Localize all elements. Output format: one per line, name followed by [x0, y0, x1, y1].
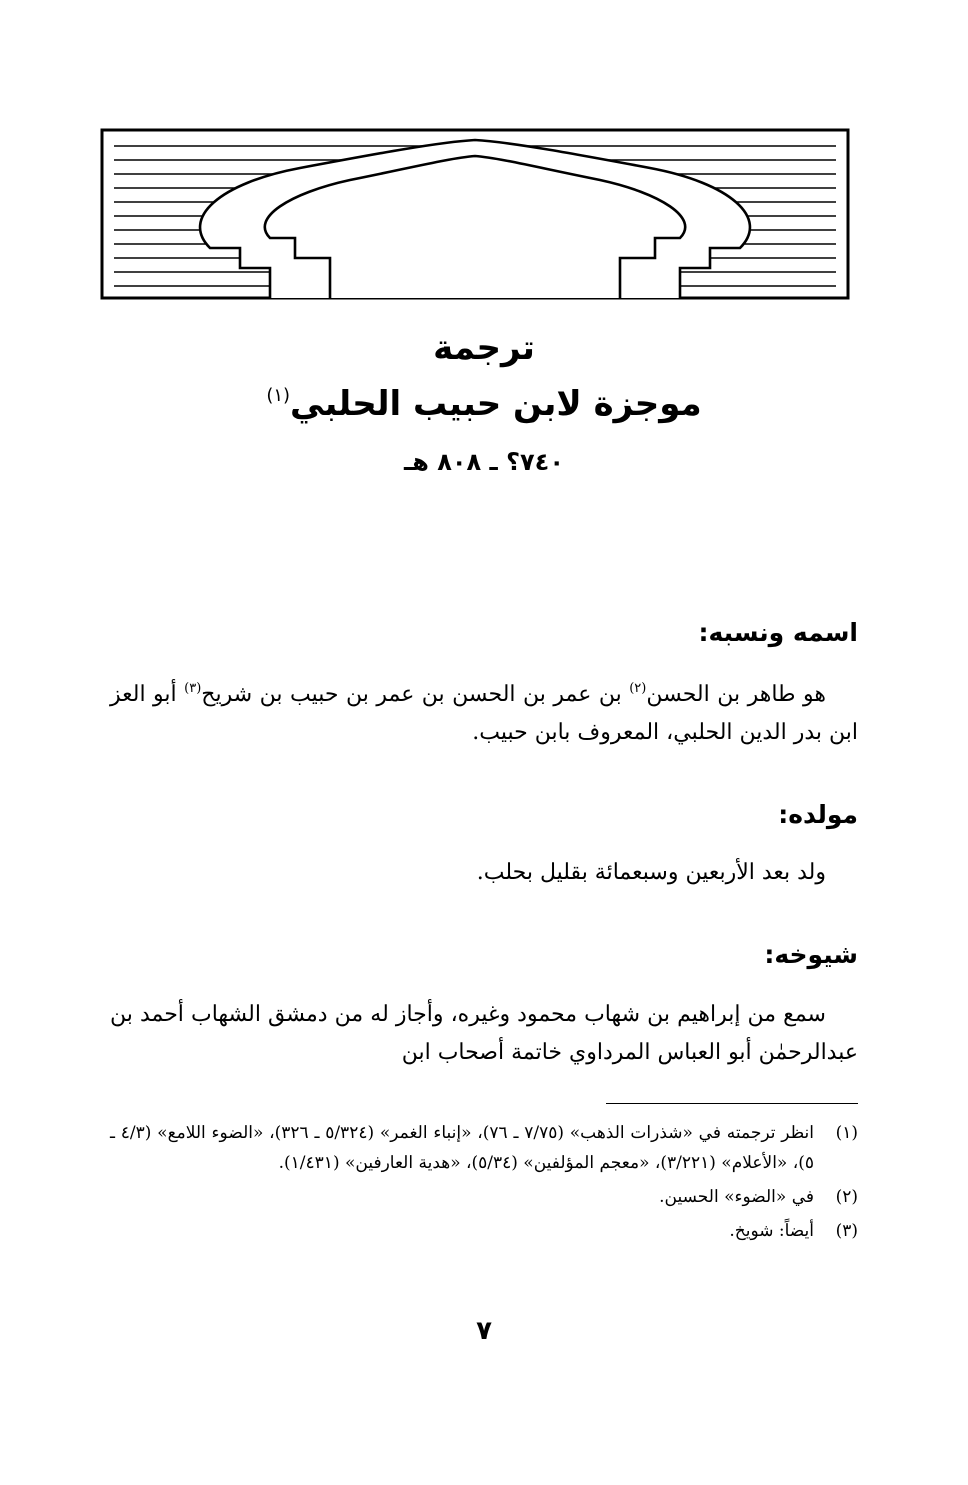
footnote-1: [110, 1118, 858, 1178]
footnote-ref-3[interactable]: (٣): [184, 681, 202, 696]
title-line-1: ترجمة: [433, 328, 535, 368]
name-text-part2: بن عمر بن الحسن بن عمر بن حبيب بن شريح: [201, 682, 630, 707]
section-heading-teachers: شيوخه:: [764, 940, 858, 969]
footnote-ref-2[interactable]: (٢): [629, 681, 647, 696]
page-number: ٧: [476, 1316, 492, 1346]
section-text-name: [110, 670, 858, 752]
name-text-part3: أبو العز ابن بدر الدين الحلبي، المعروف بابن حبيب.: [110, 682, 858, 745]
title-line-2: موجزة لابن حبيب الحلبي: [290, 384, 702, 424]
section-text-teachers: [110, 996, 858, 1072]
section-heading-birth: مولده:: [778, 800, 858, 829]
footnotes: [110, 1118, 858, 1250]
section-heading-name: اسمه ونسبه:: [698, 618, 858, 647]
name-text-part1: هو طاهر بن الحسن: [646, 682, 826, 707]
decorative-arch-ornament: [100, 128, 850, 300]
life-dates: ٧٤٠؟ ـ ٨٠٨ هـ: [404, 448, 564, 476]
birth-text: ولد بعد الأربعين وسبعمائة بقليل بحلب.: [476, 860, 826, 885]
footnote-number: (٢): [835, 1187, 858, 1207]
footnote-text: أيضاً: شويخ.: [729, 1221, 814, 1241]
footnote-text: انظر ترجمته في «شذرات الذهب» (٧/٧٥ ـ ٧٦)، «إنباء الغمر» (٥/٣٢٤ ـ ٣٢٦)، «الضوء اللامع» (٤/٣ ـ ٥)، «الأعلام» (٣/٢٢١)، «معجم المؤلفين» (٥/٣٤)، «هدية العارفين» (١/٤٣١).: [110, 1123, 814, 1173]
footnote-3: [110, 1216, 858, 1246]
page-subtitle: [0, 384, 968, 424]
footnote-ref-1[interactable]: (١): [266, 385, 291, 406]
section-text-birth: [110, 854, 858, 892]
footnote-number: (٣): [835, 1221, 858, 1241]
footnote-2: [110, 1182, 858, 1212]
page-title: [0, 328, 968, 368]
teachers-text: سمع من إبراهيم بن شهاب محمود وغيره، وأجاز له من دمشق الشهاب أحمد بن عبدالرحمٰن أبو العباس المرداوي خاتمة أصحاب ابن: [110, 1002, 858, 1065]
footnote-number: (١): [835, 1123, 858, 1143]
footnote-separator: [606, 1103, 858, 1104]
footnote-text: في «الضوء» الحسين.: [659, 1187, 814, 1207]
